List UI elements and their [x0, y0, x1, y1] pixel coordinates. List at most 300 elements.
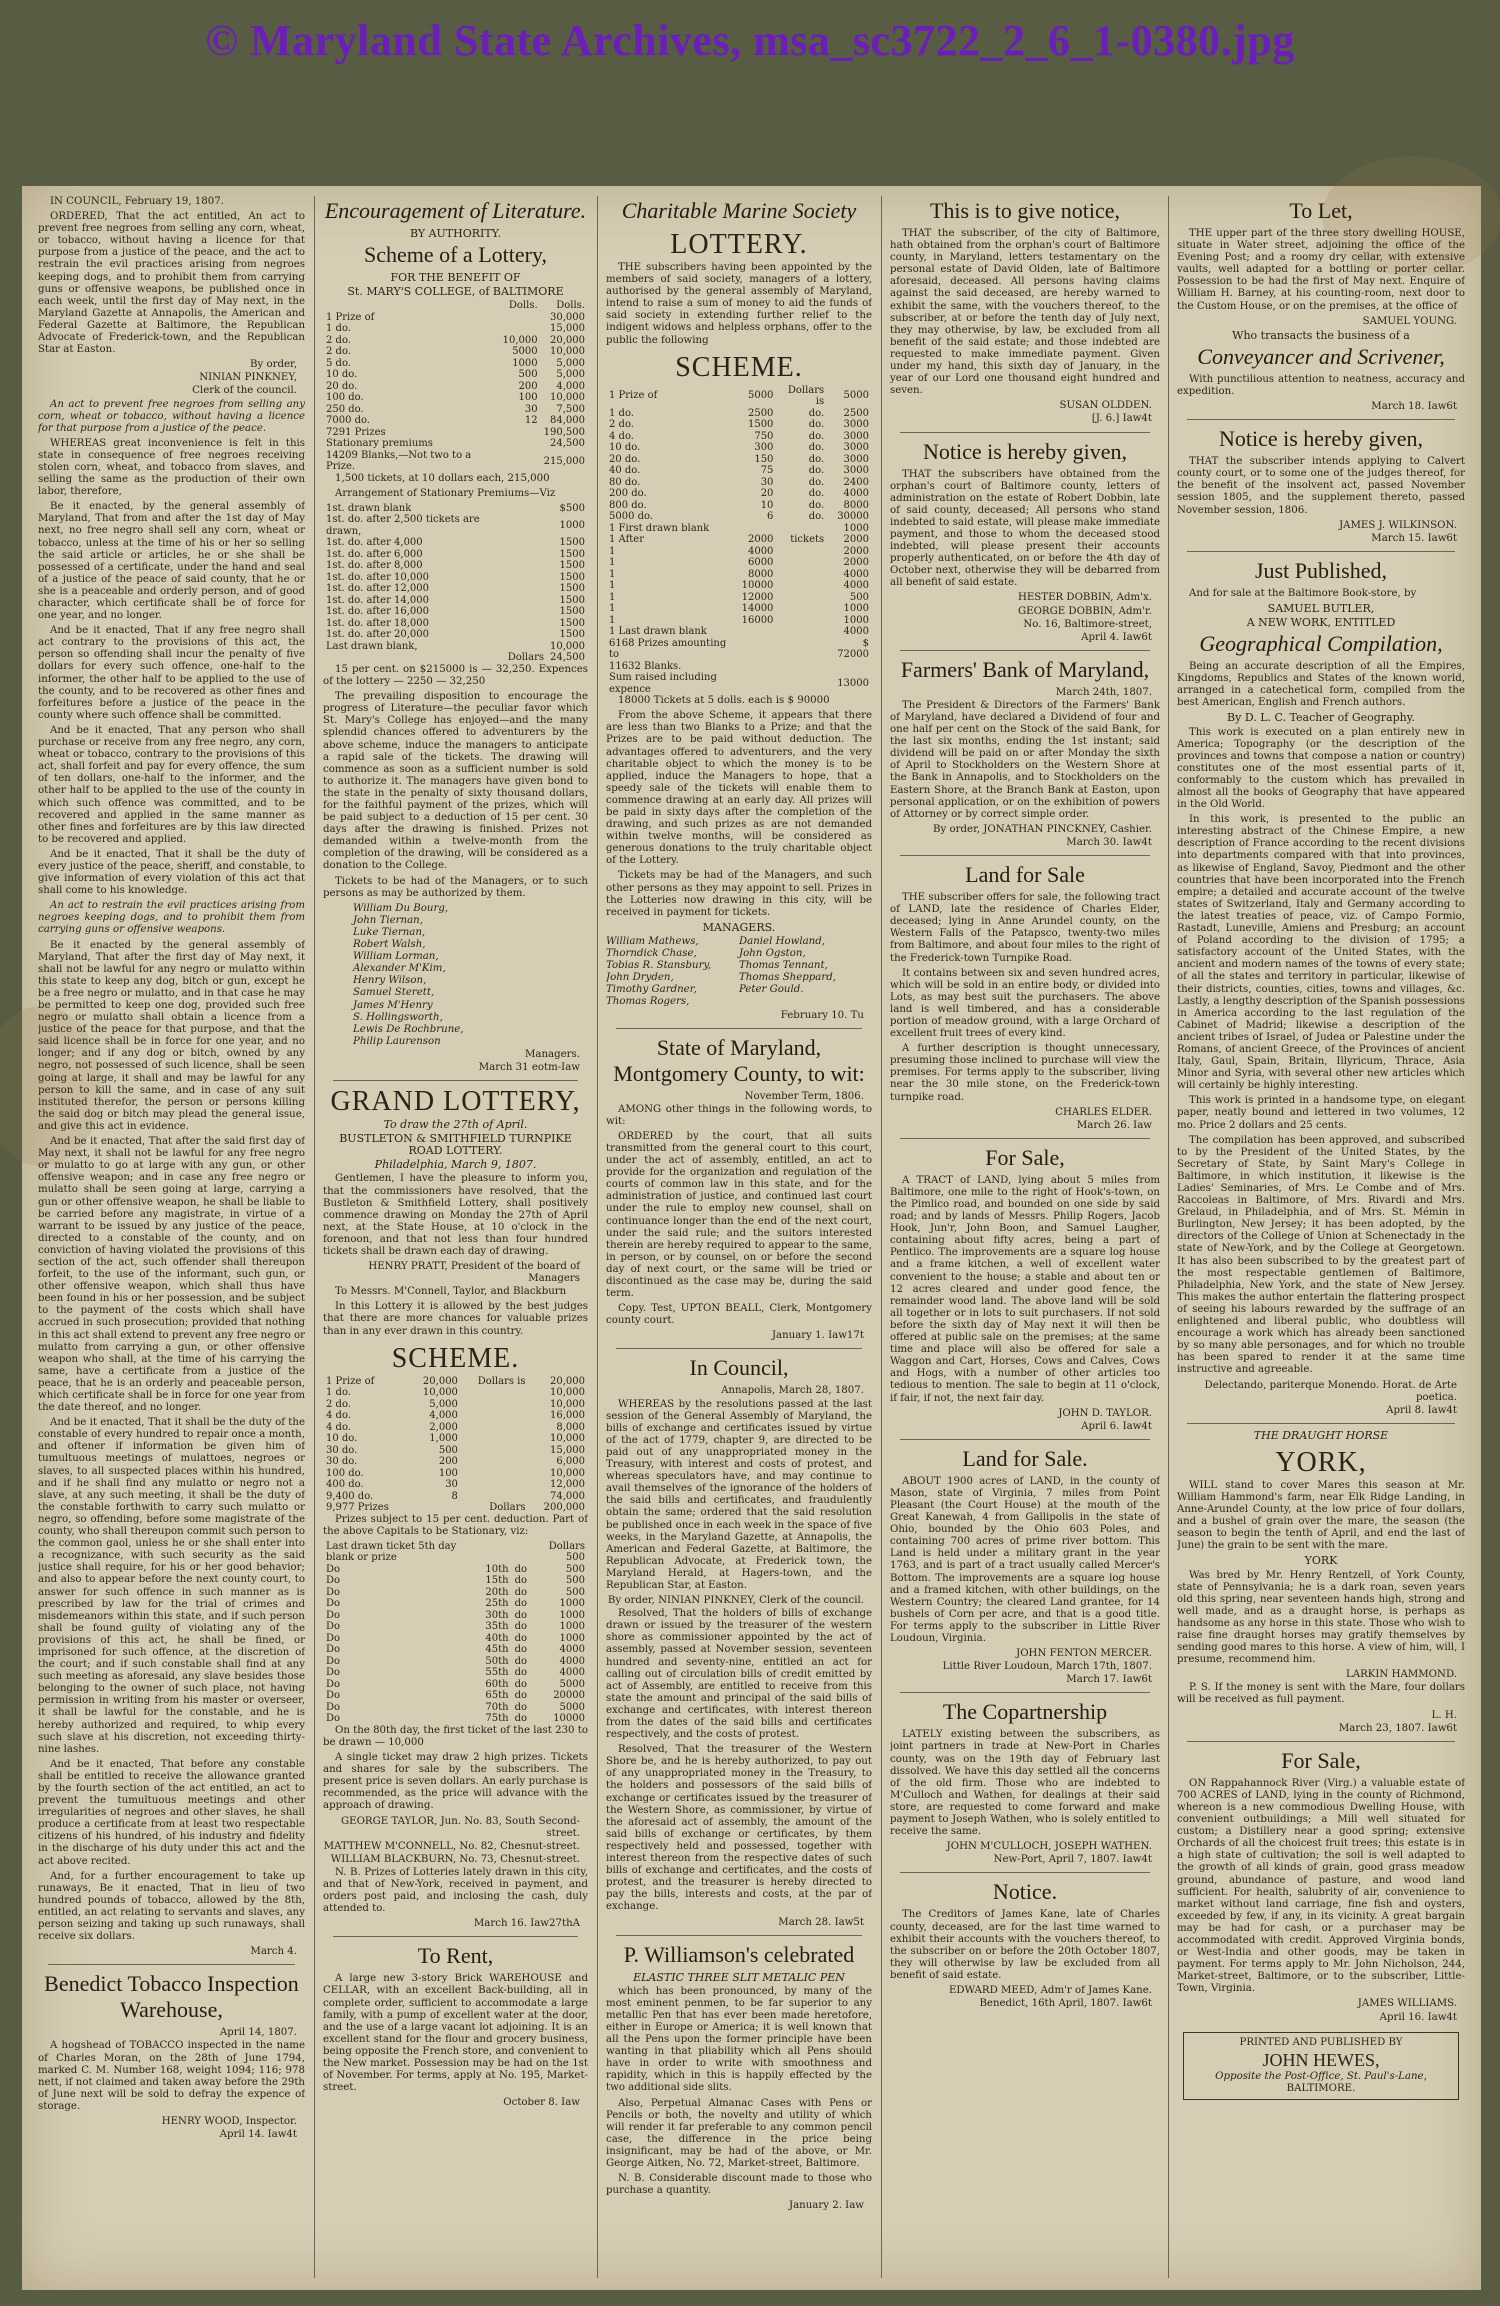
table-cell: Do: [326, 1609, 341, 1621]
table-cell: 1500: [559, 617, 585, 629]
table-cell: 500: [565, 1586, 585, 1598]
table-cell: 1500: [559, 606, 585, 618]
advert-heading: For Sale,: [985, 1144, 1065, 1170]
column-1: [38, 196, 305, 2278]
signature-line: Annapolis, March 28, 1807.: [721, 1385, 864, 1397]
table-cell: do.: [808, 499, 825, 511]
table-cell: [776, 523, 827, 535]
table-cell: 1st. do. after 4,000: [326, 537, 423, 549]
table-row: [323, 1564, 588, 1576]
table-cell: 7291 Prizes: [326, 426, 386, 438]
table-cell: 74,000: [550, 1490, 585, 1502]
body-paragraph: N. B. Prizes of Lotteries lately drawn in this city, and that of New-York, received in payment, and orders post paid, and inclosing the cash, duly attended to.: [323, 1866, 588, 1915]
table-cell: 1 do.: [326, 323, 351, 335]
table-cell: 7,500: [556, 403, 585, 415]
display-heading: YORK,: [1275, 1446, 1367, 1478]
imprint-line: PRINTED AND PUBLISHED BY: [1239, 2036, 1403, 2048]
signature-line: March 4.: [250, 1946, 297, 1958]
table-cell: 190,500: [543, 426, 585, 438]
table-cell: 4000: [747, 545, 774, 557]
body-paragraph: ON Rappahannock River (Virg.) a valuable estate of 700 ACRES of LAND, lying in the county of Richmond, whereon is a new commodious Dwelling House, with convenient outbuildings; a Mill well situated for custom; a Distillery near a good spring; extensive Orchards of all the choicest fruit trees; this estate is in a high state of cultivation; the soil is well adapted to the growth of all kinds of grain, good grass meadow ground, abundance of pasture, and wood land sufficient. For health, salubrity of air, convenience to market without land carriage, fine fish and oysters, exceeded by few, if any, in its vicinity. A great bargain may be had for cash, or a purchaser may be accommodated with credit. Approved Virginia bonds, or West-India and other goods, may be taken in payment. For terms apply to Mr. John Nicholson, 244, Market-street, Baltimore, or to the subscriber, Little-Town, Virginia.: [1177, 1777, 1465, 1995]
sub-heading: BY AUTHORITY.: [409, 227, 502, 240]
body-paragraph: And be it enacted, That it shall be the duty of the constable of every hundred to repair once a month, and oftener if information be given him of tumultuous meetings of mulattoes, negroes or slaves, to all suspected places within his hundred, and if he shall find any mulatto or negro not a slave, at any such meeting, it shall be the duty of the constable forthwith to carry such mulatto or negro, so offending, before some magistrate of the county, who shall thereupon commit such person to the common gaol, unless he or she shall enter into a recognizance, with such security as the said justice shall require, for his or her good behavior; and also to appear before the next county court, to answer for such offence in such manner as is prescribed by law for the trial of crimes and misdemeanors within this state, and if such person shall be found guilty of violating any of the provisions of this act, he shall be fined, or imprisoned for such offence, at the discretion of the court; and if such constable shall find at any such meeting as aforesaid, any slave besides those belonging to the owner of such place, not having permission in writing from his master or overseer, it shall be lawful for the constable, and he is hereby authorized and required, to whip every such slave at his discretion, not exceeding thirty-nine lashes.: [38, 1417, 305, 1755]
table-cell: 500: [438, 1444, 458, 1456]
body-paragraph: This work is printed in a handsome type, on elegant paper, neatly bound and lettered in two volumes, 12 mo. Price 2 dollars and 25 cents.: [1177, 1095, 1465, 1131]
table-cell: do.: [808, 453, 825, 465]
table-cell: 500: [565, 1575, 585, 1587]
table-cell: [505, 560, 547, 572]
table-cell: do.: [808, 430, 825, 442]
body-paragraph: 18000 Tickets at 5 dolls. each is $ 90000: [618, 695, 830, 707]
table-cell: 11632 Blanks.: [609, 660, 682, 672]
body-paragraph: And be it enacted, That before any constable shall be entitled to receive the allowance granted by the fourth section of the act entitled, an act to prevent the tumultuous meetings and other irregularities of negroes and other slaves, he shall produce a certificate from at least two respectable citizens of his hundred, of his industry and fidelity in the discharge of his duty under this act and the act above recited.: [38, 1758, 305, 1867]
table-cell: [505, 583, 547, 595]
table-cell: 12,000: [550, 1479, 585, 1491]
table-cell: [461, 1456, 529, 1468]
table-cell: [512, 1541, 530, 1564]
table-cell: do.: [808, 442, 825, 454]
table-cell: do: [514, 1632, 527, 1644]
table-cell: [500, 438, 541, 450]
table-cell: 10 do.: [609, 442, 641, 454]
scheme-table: [323, 1376, 588, 1514]
column-2: [323, 196, 588, 2278]
table-cell: 1st. do. after 8,000: [326, 560, 423, 572]
body-paragraph: N. B. Considerable discount made to those who purchase a quantity.: [606, 2173, 872, 2197]
table-cell: [461, 1445, 529, 1457]
table-cell: [500, 427, 541, 439]
body-paragraph: 1,500 tickets, at 10 dollars each, 215,000: [335, 472, 550, 484]
table-cell: 10000: [553, 1713, 585, 1725]
signature-line: March 15. Iaw6t: [1371, 532, 1457, 544]
table-cell: Dollars: [489, 1502, 526, 1514]
body-paragraph: And be it enacted, That it shall be the duty of every justice of the peace, sheriff, and constable, to give information of every violation of this act that shall come to his knowledge.: [38, 848, 305, 897]
table-cell: [776, 557, 827, 569]
table-row: [606, 672, 872, 695]
table-cell: 2 do.: [326, 1398, 351, 1410]
table-cell: 200,000: [543, 1502, 585, 1514]
table-cell: do: [514, 1609, 527, 1621]
body-paragraph: A large new 3-story Brick WAREHOUSE and CELLAR, with an excellent Back-building, all in complete order, sufficient to accommodate a large family, with a pump of excellent water at the door, and the use of a large vacant lot adjoining. It is an excellent stand for the flour and grocery business, being opposite the French store, and convenient to the New market. Possession may be had on the 1st of November. For terms, apply at No. 195, Market-street.: [323, 1973, 588, 2094]
table-cell: [500, 450, 541, 473]
table-cell: 1500: [747, 419, 774, 431]
signature-line: April 14, 1807.: [219, 2027, 297, 2039]
imprint-line: JOHN HEWES,: [1262, 2049, 1380, 2070]
table-cell: 800 do.: [609, 499, 647, 511]
table-row: [323, 1690, 588, 1702]
table-cell: 3000: [843, 442, 869, 454]
column-3: [606, 196, 872, 2278]
manager-name: William Lorman,: [353, 951, 439, 963]
advert-heading: To Rent,: [417, 1943, 494, 1969]
signature-line: EDWARD MEED, Adm'r of James Kane.: [948, 1984, 1152, 1996]
table-cell: 35th: [485, 1621, 509, 1633]
signature-line: April 4. Iaw6t: [1081, 631, 1152, 643]
table-cell: 75: [760, 465, 774, 477]
body-paragraph: And, for a further encouragement to take up runaways, Be it enacted, That in lieu of two hundred pounds of tobacco, allowed by the 8th, entitled, an act relating to servants and slaves, any person seizing and taking up such runaways, shall receive six dollars.: [38, 1870, 305, 1943]
table-row: [323, 1713, 588, 1725]
table-row: [323, 1656, 588, 1668]
table-cell: 1 First drawn blank: [609, 522, 710, 534]
table-row: [323, 369, 588, 381]
body-paragraph: A TRACT of LAND, lying about 5 miles from Baltimore, one mile to the right of Hook's-town, on the Pimlico road, and bounded on one side by said road; and by lands of Messrs. Philip Rogers, Jacob Hook, Jun'r, John Boon, and Samuel Laugher, containing about fifty acres, being a part of Pentlico. The improvements are a square log house and a frame kitchen, a well of excellent water convenient to the house; a stable and about ten or 12 acres cleared and under good fence, the remainder wood land. The above land will be sold all together or in lots to suit purchasers. If not sold before the sixth day of May next it will then be offered at public sale on the premises; at the same time and place will also be offered for sale a Waggon and Cart, Horses, Cows and Calves, Cows and Hogs, with a number of other articles too tedious to mention. The sale to begin at 11 o'clock, if fair, if not, the next fair day.: [890, 1174, 1160, 1404]
table-cell: do.: [808, 419, 825, 431]
table-cell: [500, 312, 541, 324]
body-paragraph: THAT the subscriber intends applying to Calvert county court, or to some one of the judges thereof, for the benefit of the insolvent act, passed November session 1805, and the supplement thereto, passed November session, 1806.: [1177, 456, 1465, 516]
body-paragraph: A single ticket may draw 2 high prizes. Tickets and shares for sale by the subscribers. The present price is seven dollars. An early purchase is recommended, as the price will advance with the approach of drawing.: [323, 1752, 588, 1812]
table-row: [606, 477, 872, 489]
table-cell: 2000: [843, 557, 869, 569]
table-cell: 20th: [485, 1586, 509, 1598]
table-cell: 20 do.: [609, 453, 641, 465]
table-cell: 20,000: [422, 1375, 458, 1387]
table-cell: 5000: [843, 390, 869, 402]
signature-line: April 16. Iaw4t: [1379, 2011, 1457, 2023]
body-paragraph: This work is executed on a plan entirely new in America; Topography (or the description of the provinces and towns that compose a nation or country) constitutes one of the most essential parts of it, conformably to the custom which has prevailed in almost all the books of Geography that have appeared in the Old World.: [1177, 726, 1465, 811]
signature-line: Managers.: [524, 1048, 580, 1060]
manager-name: Peter Gould.: [739, 984, 804, 996]
table-cell: 13000: [837, 677, 869, 689]
table-cell: 70th: [485, 1701, 509, 1713]
table-cell: 1000: [512, 357, 538, 369]
table-cell: [776, 615, 827, 627]
table-cell: Last drawn ticket 5th day blank or prize: [326, 1540, 457, 1564]
signature-line: JOHN D. TAYLOR.: [1058, 1407, 1152, 1419]
manager-name: John Tiernan,: [353, 914, 423, 926]
table-cell: [776, 580, 827, 592]
body-paragraph: Tickets to be had of the Managers, or to such persons as may be authorized by them.: [323, 875, 588, 899]
table-cell: [776, 626, 827, 638]
table-cell: 25th: [485, 1598, 509, 1610]
table-row: [323, 1491, 588, 1503]
table-cell: 8000: [843, 499, 869, 511]
section-rule: [900, 650, 1150, 651]
table-cell: do: [514, 1713, 527, 1725]
sub-heading: BUSTLETON & SMITHFIELD TURNPIKE ROAD LOTTERY.: [339, 1132, 572, 1158]
table-cell: 5,000: [429, 1398, 458, 1410]
signature-line: March 17. Iaw6t: [1066, 1674, 1152, 1686]
table-cell: 4000: [843, 488, 869, 500]
table-cell: 1: [609, 580, 616, 592]
signature-line: L. H.: [1431, 1709, 1457, 1721]
signature-line: February 10. Tu: [780, 1009, 864, 1021]
table-cell: 200: [438, 1456, 458, 1468]
signature-line: Clerk of the council.: [192, 385, 297, 397]
table-cell: 40th: [485, 1632, 509, 1644]
table-cell: do: [514, 1701, 527, 1713]
signature-line: JAMES WILLIAMS.: [1357, 1998, 1457, 2010]
table-cell: Dollars 500: [548, 1540, 585, 1564]
table-cell: 6168 Prizes amounting to: [609, 637, 727, 661]
signature-line: By order, NINIAN PINKNEY, Clerk of the council.: [607, 1595, 864, 1607]
table-cell: 65th: [485, 1690, 509, 1702]
body-paragraph: Prizes subject to 15 per cent. deduction. Part of the above Capitals to be Stationary, viz:: [323, 1513, 588, 1537]
table-cell: 1 do.: [326, 1387, 351, 1399]
table-row: [323, 1410, 588, 1422]
table-cell: 1st. do. after 12,000: [326, 583, 430, 595]
table-row: [323, 1633, 588, 1645]
table-row: [323, 583, 588, 595]
italic-line: To draw the 27th of April.: [383, 1118, 528, 1132]
table-cell: 2500: [747, 407, 774, 419]
signature-line: LARKIN HAMMOND.: [1346, 1669, 1457, 1681]
advert-heading: To Let,: [1289, 198, 1353, 223]
table-row: [606, 523, 872, 535]
table-cell: 5000: [559, 1701, 585, 1713]
table-row: [323, 1433, 588, 1445]
table-cell: 100 do.: [326, 1467, 364, 1479]
advert-heading: The Copartnership: [942, 1699, 1108, 1725]
table-cell: [323, 652, 499, 664]
table-cell: Do: [326, 1621, 341, 1633]
table-cell: Do: [326, 1690, 341, 1702]
manager-name: Luke Tiernan,: [353, 926, 426, 938]
table-cell: 100: [438, 1467, 458, 1479]
table-cell: do: [514, 1586, 527, 1598]
display-heading: SCHEME.: [675, 351, 803, 383]
table-row: [606, 431, 872, 443]
table-cell: Dolls.: [508, 300, 538, 312]
table-cell: 2000: [843, 534, 869, 546]
table-cell: Dollars: [507, 652, 544, 664]
table-cell: Do: [326, 1644, 341, 1656]
table-cell: 50th: [485, 1655, 509, 1667]
signature-line: SAMUEL YOUNG.: [1362, 315, 1457, 327]
table-row: [323, 652, 588, 664]
table-row: [323, 1575, 588, 1587]
signature-line: November Term, 1806.: [744, 1090, 864, 1102]
table-row: [323, 641, 588, 653]
signature-line: JOHN FENTON MERCER.: [1016, 1648, 1152, 1660]
table-cell: 150: [754, 453, 774, 465]
italic-paragraph: An act to restrain the evil practices arising from negroes keeping dogs, and to prohibit them from carrying guns or offensive weapons.: [38, 900, 305, 936]
signature-line: JOHN M'CULLOCH, JOSEPH WATHEN.: [946, 1841, 1152, 1853]
table-cell: 55th: [485, 1667, 509, 1679]
manager-name: Thomas Rogers,: [606, 996, 690, 1008]
table-cell: 100: [518, 392, 538, 404]
table-cell: do: [514, 1690, 527, 1702]
table-cell: [739, 638, 777, 661]
body-paragraph: THE upper part of the three story dwelling HOUSE, situate in Water street, adjoining the office of the Evening Post; and a roomy dry cellar, with extensive vaults, well adapted for a bottling or porter cellar. Possession to be had the first of May next. Enquire of William H. Barney, at his counting-room, next door to the Custom House, or on the premises, at the office of: [1177, 228, 1465, 312]
table-cell: do: [514, 1598, 527, 1610]
table-row: [606, 500, 872, 512]
table-row: [323, 323, 588, 335]
table-cell: 10 do.: [326, 369, 358, 381]
manager-name: S. Hollingsworth,: [353, 1011, 443, 1023]
manager-name: John Ogston,: [739, 948, 806, 960]
signature-line: GEORGE TAYLOR, Jun. No. 83, South Second-street.: [341, 1815, 580, 1839]
advert-heading: Encouragement of Literature.: [324, 198, 587, 223]
table-row: [323, 1445, 588, 1457]
table-cell: 30 do.: [326, 1444, 358, 1456]
table-cell: 1: [609, 557, 616, 569]
advert-heading: Notice is hereby given,: [1218, 426, 1424, 452]
body-paragraph: And for sale at the Baltimore Book-store, by: [1189, 587, 1417, 599]
table-cell: 30th: [485, 1609, 509, 1621]
scheme-table: [323, 1541, 588, 1725]
table-row: [323, 1644, 588, 1656]
body-paragraph: THE subscribers having been appointed by the members of said society, managers of a lottery, authorised by the general assembly of Maryland, intend to raise a sum of money to aid the funds of said society in extending further relief to the indigent widows and helpless orphans, offer to the public the following: [606, 262, 872, 346]
display-heading: SCHEME.: [391, 1342, 520, 1374]
italic-line: ELASTIC THREE SLIT METALIC PEN: [633, 1970, 845, 1984]
table-cell: 14209 Blanks,—Not two to a Prize.: [326, 449, 472, 473]
table-row: [606, 511, 872, 523]
sub-heading: St. MARY'S COLLEGE, of BALTIMORE: [347, 285, 564, 299]
table-cell: [482, 1541, 511, 1564]
manager-name: Thorndick Chase,: [606, 948, 697, 960]
signature-line: April 14. Iaw4t: [219, 2129, 297, 2141]
table-cell: 250 do.: [326, 403, 364, 415]
advert-heading: In Council,: [689, 1355, 789, 1381]
table-cell: [827, 661, 872, 673]
table-cell: do: [514, 1621, 527, 1633]
table-cell: 3000: [843, 465, 869, 477]
sub-heading: A NEW WORK, ENTITLED: [1246, 615, 1396, 629]
signature-line: March 26. Iaw: [1076, 1119, 1152, 1131]
table-cell: 1st. do. after 2,500 tickets are drawn,: [326, 514, 480, 537]
table-cell: 10,000: [502, 334, 538, 346]
body-paragraph: LATELY existing between the subscribers, as joint partners in trade at New-Port in Charles county, was on the 19th day of February last dissolved. We have this day settled all the concerns of the old firm. Those who are indebted to M'Culloch and Wathen, for dealings at their said store, are requested to come forward and make payment to Joseph Wathen, who is solely entitled to receive the same.: [890, 1729, 1160, 1838]
section-rule: [900, 855, 1150, 856]
sub-heading: FOR THE BENEFIT OF: [390, 271, 521, 285]
table-cell: [505, 629, 547, 641]
body-paragraph: In this Lottery it is allowed by the best judges that there are more chances for valuable prizes than in any ever drawn in this country.: [323, 1301, 588, 1337]
body-paragraph: ORDERED by the court, that all suits transmitted from the general court to this court, under the act of assembly, entitled, an act to provide for the organization and regulation of the courts of common law in this state, and for the administration of justice, and continued last court under the rule to employ new counsel, shall on continuance longer than the end of the next court, under the said rule; and the suitors interested therein are hereby required to appear to the same, in person, or by counsel, on or before the second day of next court, or the same will be tried or discontinued as the case may be, during the said term.: [606, 1130, 872, 1300]
table-cell: [505, 549, 547, 561]
table-cell: 3000: [843, 430, 869, 442]
table-cell: 200 do.: [609, 488, 647, 500]
table-cell: 5000 do.: [609, 511, 654, 523]
table-cell: 4000: [559, 1644, 585, 1656]
table-cell: 1st. do. after 18,000: [326, 617, 430, 629]
table-row: [323, 415, 588, 427]
body-paragraph: AMONG other things in the following words, to wit:: [606, 1103, 872, 1127]
table-cell: do.: [808, 511, 825, 523]
table-row: [606, 442, 872, 454]
body-paragraph: Arrangement of Stationary Premiums—Viz: [335, 487, 556, 499]
table-cell: do.: [808, 465, 825, 477]
body-paragraph: ABOUT 1900 acres of LAND, in the county of Mason, state of Virginia, 7 miles from Point Pleasant (the Court House) at the mouth of the Great Kanewah, 4 from Gallipolis in the state of Ohio, bounded by the Ohio 603 Poles, and containing 700 acres of prime river bottom. This Land is held under a military grant in the year 1763, and is part of a tract usually called Mercer's Bottom. The improvements are a square log house and a framed kitchen, with other buildings, on the Western Country; the cleared Land grantee, for 14 bushels of Corn per acre, and that is a good title. For terms apply to the subscriber in Little River Loudoun, Virginia.: [890, 1475, 1160, 1644]
table-cell: Dollars is: [787, 384, 825, 408]
manager-name: [739, 996, 872, 1008]
table-cell: [461, 1387, 529, 1399]
signature-line: March 23, 1807. Iaw6t: [1338, 1722, 1457, 1734]
section-rule: [616, 1935, 862, 1936]
table-cell: [505, 641, 547, 653]
table-cell: [461, 1422, 529, 1434]
body-paragraph: WILL stand to cover Mares this season at Mr. William Hammond's farm, near Elk Ridge Landing, in Anne-Arundel County, at the low price of four dollars, and a bushel of grain over the mare, the season (the season to begin the tenth of April, and end the last of June) the grain to be sent with the mare.: [1177, 1479, 1465, 1552]
table-cell: 4,000: [429, 1410, 458, 1422]
table-cell: do.: [808, 488, 825, 500]
table-cell: Sum raised including expence: [609, 672, 717, 695]
table-row: [323, 346, 588, 358]
body-paragraph: Be it enacted by the general assembly of Maryland, That after the first day of May next, it shall not be lawful for any negro or mulatto within this state to keep any dog, bitch or gun, except he be a free negro or mulatto, and in that case he may be permitted to keep one dog, provided such free negro or mulatto shall obtain a licence from a justice of the peace for that purpose, and that the said licence shall be in force for one year, and no longer; and if any dog or bitch, owned by any negro, not possessed of such licence, shall be seen going at large, it shall and may be lawful for any person to kill the same, and in case of any suit instituted therefor, the person or persons killing the said dog or bitch may plead the general issue, and give this act in evidence.: [38, 939, 305, 1132]
table-cell: [461, 1399, 529, 1411]
table-cell: 10 do.: [326, 1433, 358, 1445]
table-cell: 2 do.: [326, 346, 351, 358]
table-cell: Stationary premiums: [326, 438, 433, 450]
table-row: [323, 503, 588, 515]
table-cell: 12: [524, 415, 538, 427]
signature-line: NINIAN PINKNEY,: [199, 372, 297, 384]
table-cell: 1500: [559, 548, 585, 560]
table-cell: 9,400 do.: [326, 1490, 374, 1502]
signature-line: March 18. Iaw6t: [1371, 401, 1457, 413]
body-paragraph: Also, Perpetual Almanac Cases with Pens or Pencils or both, the novelty and utility of which will render it far preferable to any common pencil case, the difference in the price being insignificant, may be had of the above, or Mr. George Aitken, No. 72, Market-street, Baltimore.: [606, 2097, 872, 2169]
display-heading: GRAND LOTTERY,: [330, 1086, 581, 1118]
section-rule: [333, 1936, 578, 1937]
signature-line: March 30. Iaw4t: [1066, 836, 1152, 848]
signature-line: WILLIAM BLACKBURN, No. 73, Chesnut-street.: [330, 1853, 580, 1865]
table-cell: 9,977 Prizes: [326, 1502, 389, 1514]
table-row: [323, 537, 588, 549]
table-cell: 1st. do. after 6,000: [326, 548, 423, 560]
table-cell: tickets: [790, 534, 825, 546]
table-row: [606, 534, 872, 546]
table-cell: [739, 672, 777, 695]
manager-name: Samuel Sterett,: [353, 987, 435, 999]
table-cell: 1000: [843, 522, 869, 534]
column-rule: [314, 196, 315, 2278]
signature-line: GEORGE DOBBIN, Adm'r.: [1018, 605, 1152, 617]
table-row: [606, 465, 872, 477]
table-cell: 1 Last drawn blank: [609, 626, 707, 638]
table-cell: [461, 1410, 529, 1422]
signature-line: No. 16, Baltimore-street,: [1023, 618, 1152, 630]
table-cell: 6,000: [556, 1456, 585, 1468]
table-cell: Do: [326, 1575, 341, 1587]
table-row: [606, 592, 872, 604]
table-row: [323, 1387, 588, 1399]
table-row: [606, 638, 872, 661]
table-row: [323, 595, 588, 607]
table-row: [606, 626, 872, 638]
advert-heading: Scheme of a Lottery,: [363, 242, 548, 268]
table-row: [323, 1702, 588, 1714]
table-cell: 7000 do.: [326, 415, 371, 427]
table-row: [323, 1587, 588, 1599]
table-cell: 1: [609, 603, 616, 615]
table-cell: 20: [760, 488, 774, 500]
table-row: [323, 1376, 588, 1388]
table-cell: 1st. drawn blank: [326, 502, 412, 514]
table-cell: 4,000: [556, 380, 585, 392]
newspaper-page: [22, 186, 1481, 2290]
table-cell: 1st. do. after 14,000: [326, 594, 430, 606]
signature-line: CHARLES ELDER.: [1055, 1106, 1152, 1118]
table-cell: [461, 1468, 529, 1480]
table-cell: 1: [609, 614, 616, 626]
table-row: [323, 1621, 588, 1633]
body-paragraph: Tickets may be had of the Managers, and such other persons as they may appoint to sell. Prizes in the Lotteries now drawing in this city, will be received in payment for tickets.: [606, 870, 872, 918]
signature-line: By order,: [249, 359, 297, 371]
advert-heading: Notice is hereby given,: [922, 438, 1128, 464]
table-cell: 10: [760, 499, 774, 511]
table-cell: [776, 638, 827, 661]
body-paragraph: WHEREAS great inconvenience is felt in this state in consequence of free negroes receiving stolen corn, wheat, and tobacco from slaves, and selling the same as the production of their own labor, therefore,: [38, 437, 305, 498]
archive-title: © Maryland State Archives, msa_sc3722_2_6_1-0380.jpg: [205, 15, 1295, 65]
table-row: [323, 572, 588, 584]
imprint-line: BALTIMORE.: [1286, 2082, 1356, 2094]
advert-heading: Land for Sale: [965, 862, 1085, 888]
manager-name: Lewis De Rochbrune,: [353, 1023, 464, 1035]
body-paragraph: Resolved, That the treasurer of the Western Shore be, and he is hereby authorized, to pay out of any unappropriated money in the Treasury, to the holders and possessors of the said bills of exchange or certificates issued by the treasurer of the Western Shore, as commissioner, by virtue of the aforesaid act of assembly, the amount of the said bills of exchange or certificates, by them respectively held and possessed, together with interest thereon from the respective dates of such bills of exchange and certificates, and the costs of protest, and the treasurer is hereby directed to pay the bills, interests and costs, at the par of exchange.: [606, 1744, 872, 1913]
manager-name: Robert Walsh,: [353, 939, 426, 951]
table-cell: $ 72000: [837, 637, 869, 661]
manager-name: Tobias R. Stansbury,: [606, 960, 712, 972]
column-4: [890, 196, 1160, 2278]
sub-heading: Who transacts the business of a: [1232, 328, 1410, 342]
